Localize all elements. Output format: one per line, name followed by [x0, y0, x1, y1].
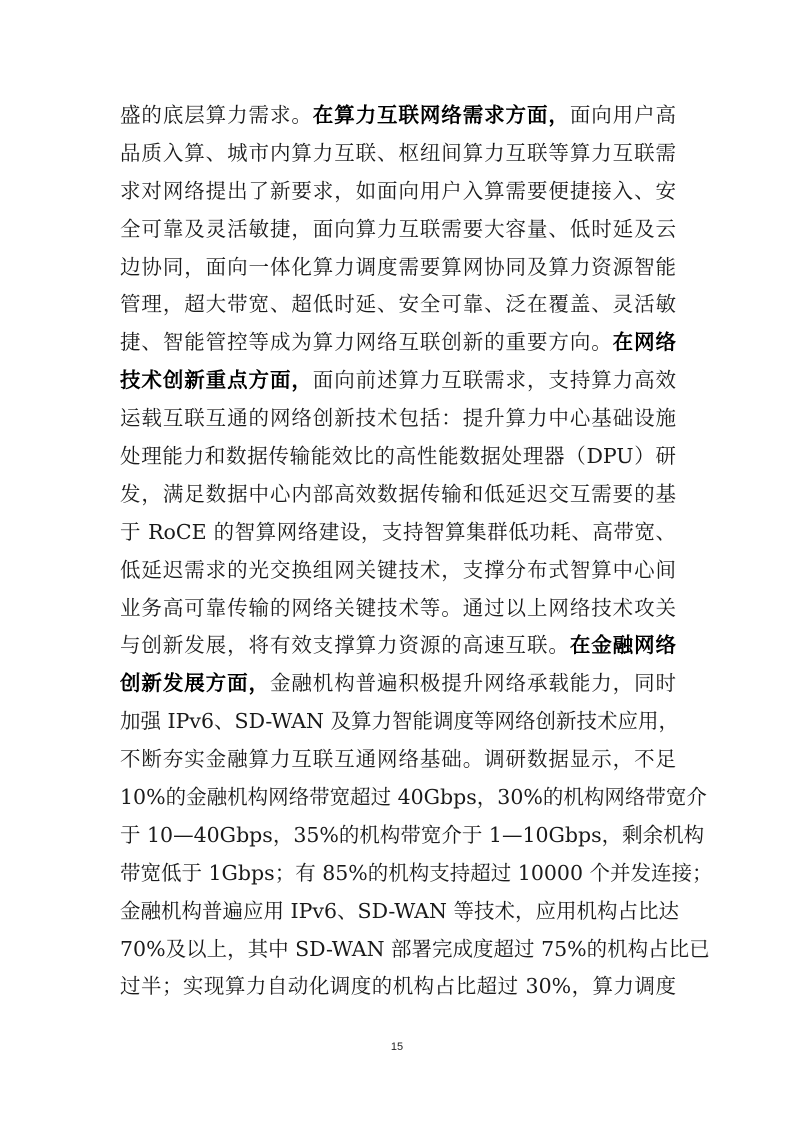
- text-line: [120, 476, 676, 514]
- text-run: 过半；实现算力自动化调度的机构占比超过 30%，算力调度: [120, 974, 676, 999]
- text-run: 金融机构普遍应用 IPv6、SD-WAN 等技术，应用机构占比达: [120, 898, 680, 923]
- text-run: 求对网络提出了新要求，如面向用户入算需要便捷接入、安: [120, 178, 676, 203]
- text-run: 带宽低于 1Gbps；有 85%的机构支持超过 10000 个并发连接；: [120, 860, 713, 885]
- text-run: 运载互联互通的网络创新技术包括：提升算力中心基础设施: [120, 406, 676, 431]
- text-line: [120, 286, 676, 324]
- text-line: [120, 779, 707, 817]
- text-line: [120, 438, 676, 476]
- text-line: [120, 400, 676, 438]
- text-run: 面向用户高: [569, 103, 677, 127]
- text-run: 不断夯实金融算力互联互通网络基础。调研数据显示，不足: [120, 747, 676, 772]
- text-run: 于 10—40Gbps，35%的机构带宽介于 1—10Gbps，剩余机构: [120, 822, 705, 847]
- text-line: [120, 817, 705, 855]
- text-run: 盛的底层算力需求。: [120, 103, 313, 127]
- text-run: 全可靠及灵活敏捷，面向算力互联需要大容量、低时延及云: [120, 216, 676, 241]
- text-line: [120, 135, 676, 173]
- text-line: [120, 855, 713, 893]
- text-line: [120, 324, 676, 362]
- text-run: 管理，超大带宽、超低时延、安全可靠、泛在覆盖、灵活敏: [120, 292, 676, 317]
- page-number: 15: [390, 1041, 404, 1053]
- text-run: 与创新发展，将有效支撑算力资源的高速互联。: [120, 633, 570, 658]
- text-line: [120, 362, 676, 400]
- bold-heading-run: 在网络: [612, 330, 677, 355]
- text-run: 捷、智能管控等成为算力网络互联创新的重要方向。: [120, 330, 613, 355]
- text-line: [120, 665, 676, 703]
- text-line: [120, 590, 676, 628]
- text-run: 加强 IPv6、SD-WAN 及算力智能调度等网络创新技术应用，: [120, 709, 680, 734]
- text-line: [120, 173, 676, 211]
- text-line: [120, 552, 676, 590]
- bold-heading-run: 技术创新重点方面，: [120, 368, 313, 393]
- text-run: 发，满足数据中心内部高效数据传输和低延迟交互需要的基: [120, 481, 676, 506]
- text-line: [120, 97, 676, 135]
- bold-heading-run: 在金融网络: [569, 633, 677, 658]
- text-run: 品质入算、城市内算力互联、枢纽间算力互联等算力互联需: [120, 140, 676, 165]
- text-run: 10%的金融机构网络带宽超过 40Gbps，30%的机构网络带宽介: [120, 785, 707, 810]
- text-line: [120, 703, 680, 741]
- body-paragraph: [120, 97, 713, 1006]
- text-run: 处理能力和数据传输能效比的高性能数据处理器（DPU）研: [120, 444, 676, 469]
- text-line: [120, 931, 710, 969]
- text-run: 面向前述算力互联需求，支持算力高效: [312, 368, 677, 393]
- text-run: 70%及以上，其中 SD-WAN 部署完成度超过 75%的机构占比已: [120, 936, 710, 961]
- text-line: [120, 968, 676, 1006]
- bold-heading-run: 创新发展方面，: [120, 671, 270, 696]
- text-line: [120, 211, 676, 249]
- text-run: 低延迟需求的光交换组网关键技术，支撑分布式智算中心间: [120, 557, 676, 582]
- bold-heading-run: 在算力互联网络需求方面，: [312, 103, 570, 127]
- text-run: 金融机构普遍积极提升网络承载能力，同时: [269, 671, 677, 696]
- text-line: [120, 249, 676, 287]
- text-line: [120, 741, 676, 779]
- text-line: [120, 893, 680, 931]
- text-run: 业务高可靠传输的网络关键技术等。通过以上网络技术攻关: [120, 595, 676, 620]
- text-run: 于 RoCE 的智算网络建设，支持智算集群低功耗、高带宽、: [120, 519, 676, 544]
- text-line: [120, 514, 676, 552]
- text-run: 边协同，面向一体化算力调度需要算网协同及算力资源智能: [120, 254, 676, 279]
- text-line: [120, 627, 676, 665]
